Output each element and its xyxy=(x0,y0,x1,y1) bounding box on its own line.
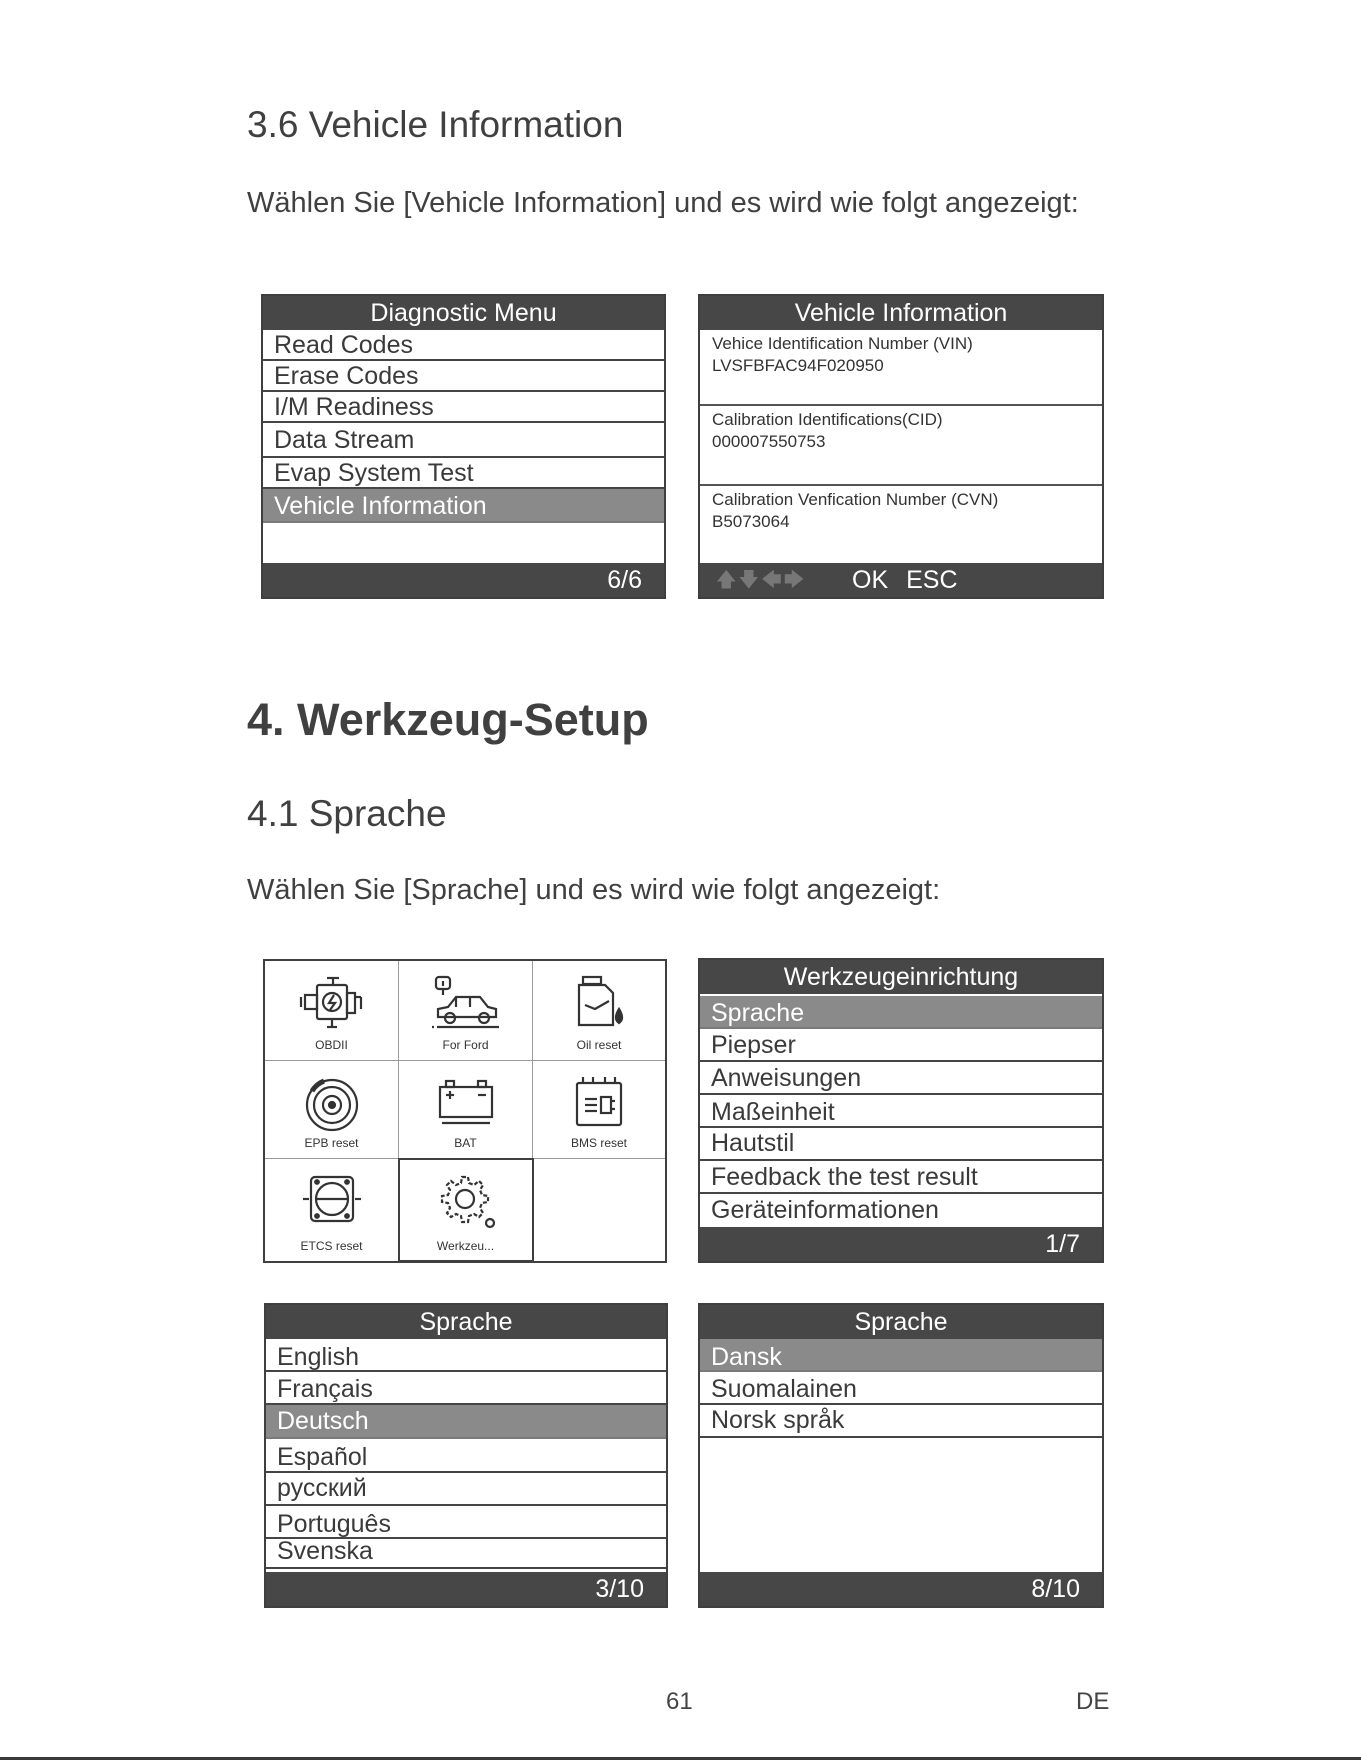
language-item-norsk[interactable]: Norsk språk xyxy=(700,1405,1102,1438)
brake-disc-icon xyxy=(302,1075,362,1133)
tile-label: OBDII xyxy=(315,1038,348,1052)
menu-item-feedback[interactable]: Feedback the test result xyxy=(700,1161,1102,1194)
vin-block xyxy=(700,330,1102,406)
menu-item-vehicle-information[interactable]: Vehicle Information xyxy=(263,489,664,523)
screen-footer xyxy=(700,563,1102,597)
throttle-icon xyxy=(301,1173,363,1229)
menu-item-evap-system-test[interactable]: Evap System Test xyxy=(263,458,664,489)
screen-footer xyxy=(700,1572,1102,1606)
tile-werkzeug[interactable] xyxy=(399,1159,533,1261)
cid-label: Calibration Identifications(CID) xyxy=(712,410,943,429)
bms-battery-icon xyxy=(569,1075,629,1131)
screen-title: Diagnostic Menu xyxy=(263,296,664,330)
bottom-rule xyxy=(0,1757,1361,1760)
language-item-dansk[interactable]: Dansk xyxy=(700,1339,1102,1372)
tile-label: EPB reset xyxy=(304,1136,359,1150)
screen-footer xyxy=(700,1227,1102,1261)
tile-bat[interactable] xyxy=(399,1061,533,1159)
cid-block xyxy=(700,406,1102,486)
tile-oil-reset[interactable] xyxy=(533,961,665,1061)
battery-icon xyxy=(436,1075,496,1127)
cvn-label: Calibration Venfication Number (CVN) xyxy=(712,490,999,509)
section-heading: 4.1 Sprache xyxy=(247,793,447,834)
language-item-suomalainen[interactable]: Suomalainen xyxy=(700,1372,1102,1405)
screen-title: Werkzeugeinrichtung xyxy=(700,960,1102,994)
menu-item-piepser[interactable]: Piepser xyxy=(700,1029,1102,1062)
oil-can-icon xyxy=(569,975,629,1031)
cvn-block xyxy=(700,486,1102,562)
vehicle-information-screen xyxy=(698,294,1104,599)
language-item-svenska[interactable]: Svenska xyxy=(266,1539,666,1569)
navigation-arrows-icon: 🡅🡇🡄🡆 xyxy=(716,569,807,591)
home-menu-grid xyxy=(263,959,667,1263)
menu-item-data-stream[interactable]: Data Stream xyxy=(263,423,664,458)
tile-for-ford[interactable] xyxy=(399,961,533,1061)
menu-item-erase-codes[interactable]: Erase Codes xyxy=(263,361,664,392)
esc-button[interactable]: ESC xyxy=(906,566,958,594)
section-intro: Wählen Sie [Vehicle Information] und es wird wie folgt angezeigt: xyxy=(247,187,1079,219)
ok-button[interactable]: OK xyxy=(852,566,889,594)
screen-title: Vehicle Information xyxy=(700,296,1102,330)
page-indicator: 1/7 xyxy=(1045,1230,1080,1258)
diagnostic-menu-screen xyxy=(261,294,666,599)
cid-value: 000007550753 xyxy=(712,432,826,451)
tile-label: Werkzeu... xyxy=(436,1239,495,1253)
tile-label: For Ford xyxy=(442,1038,489,1052)
screen-title: Sprache xyxy=(266,1305,666,1339)
screen-title: Sprache xyxy=(700,1305,1102,1339)
tile-epb-reset[interactable] xyxy=(265,1061,399,1159)
language-item-deutsch[interactable]: Deutsch xyxy=(266,1405,666,1439)
language-code: DE xyxy=(1076,1688,1110,1715)
tile-label: BAT xyxy=(454,1136,477,1150)
section-intro: Wählen Sie [Sprache] und es wird wie folgt angezeigt: xyxy=(247,874,941,906)
screen-footer xyxy=(266,1572,666,1606)
language-screen-page3 xyxy=(264,1303,668,1608)
tile-etcs-reset[interactable] xyxy=(265,1159,399,1261)
tool-setup-screen xyxy=(698,958,1104,1263)
page-number: 61 xyxy=(666,1688,693,1715)
menu-item-read-codes[interactable]: Read Codes xyxy=(263,330,664,361)
page-indicator: 6/6 xyxy=(607,566,642,594)
language-item-english[interactable]: English xyxy=(266,1339,666,1372)
vin-label: Vehice Identification Number (VIN) xyxy=(712,334,973,353)
engine-icon xyxy=(299,975,365,1031)
menu-item-masseinheit[interactable]: Maßeinheit xyxy=(700,1095,1102,1128)
menu-list xyxy=(263,330,664,523)
screen-footer xyxy=(263,563,664,597)
menu-item-im-readiness[interactable]: I/M Readiness xyxy=(263,392,664,423)
menu-item-geraeteinformationen[interactable]: Geräteinformationen xyxy=(711,1196,939,1224)
language-screen-page8 xyxy=(698,1303,1104,1608)
tile-obdii[interactable] xyxy=(265,961,399,1061)
tile-empty xyxy=(533,1159,665,1261)
gear-icon xyxy=(434,1173,498,1231)
chapter-heading: 4. Werkzeug-Setup xyxy=(247,694,649,745)
cvn-value: B5073064 xyxy=(712,512,790,531)
language-item-portugues[interactable]: Português xyxy=(266,1506,666,1539)
tile-bms-reset[interactable] xyxy=(533,1061,665,1159)
page-indicator: 8/10 xyxy=(1031,1575,1080,1603)
menu-item-hautstil[interactable]: Hautstil xyxy=(700,1128,1102,1161)
language-item-russian[interactable]: русский xyxy=(266,1473,666,1506)
menu-item-sprache[interactable]: Sprache xyxy=(700,996,1102,1029)
language-item-francais[interactable]: Français xyxy=(266,1372,666,1405)
tile-label: Oil reset xyxy=(576,1038,622,1052)
car-icon xyxy=(428,975,504,1033)
tile-label: BMS reset xyxy=(570,1136,627,1150)
tile-label: ETCS reset xyxy=(300,1239,363,1253)
page-indicator: 3/10 xyxy=(595,1575,644,1603)
menu-item-anweisungen[interactable]: Anweisungen xyxy=(700,1062,1102,1095)
vin-value: LVSFBFAC94F020950 xyxy=(712,356,884,375)
section-heading: 3.6 Vehicle Information xyxy=(247,104,624,145)
language-item-espanol[interactable]: Español xyxy=(266,1439,666,1473)
